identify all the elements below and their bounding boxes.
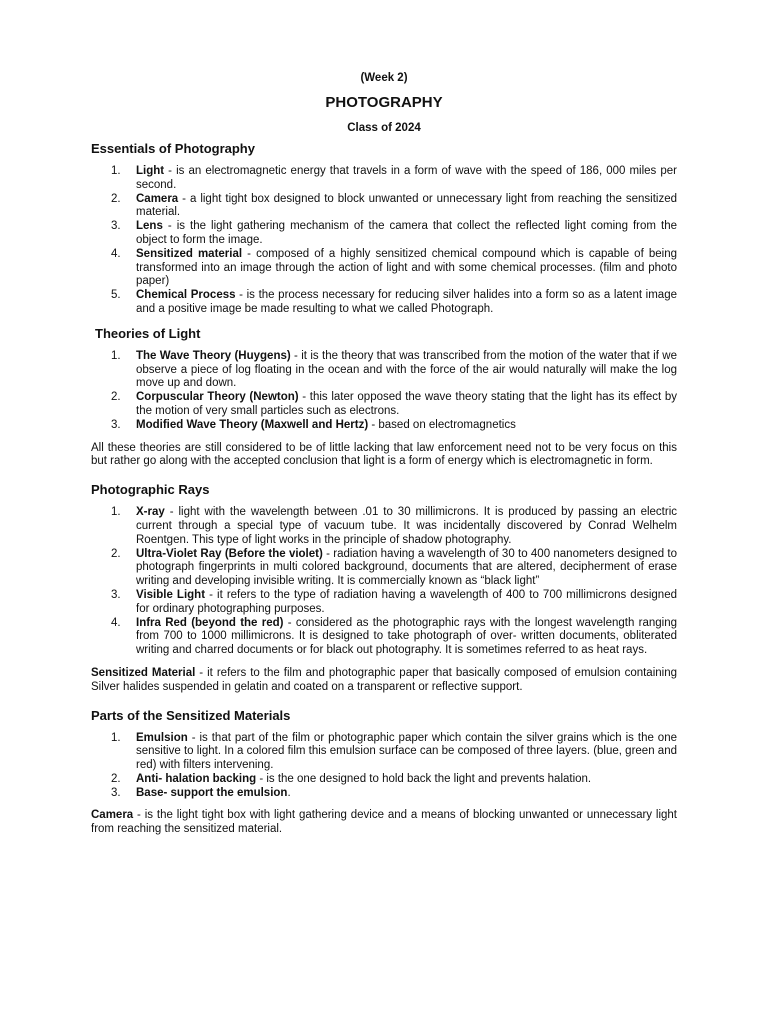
item-term: Lens	[136, 220, 163, 233]
list-item	[91, 506, 677, 547]
item-text: - radiation having a wavelength of 30 to 400 nanometers designed to photograph fingerprints in multi colored background, documents that are altered, decipherment of erase writing and developing invisible writing. It is commercially known as “black light”	[136, 547, 677, 588]
page-title: PHOTOGRAPHY	[325, 94, 443, 111]
list-item	[91, 732, 677, 773]
sensitized-material-paragraph	[91, 667, 677, 695]
item-term: Light	[136, 165, 165, 177]
item-number: 1.	[111, 731, 121, 744]
item-text: - it refers to the type of radiation having a wavelength of 400 to 700 millimicrons designed for ordinary photographing purposes.	[136, 588, 677, 615]
item-text: - considered as the photographic rays with the longest wavelength ranging from 700 to 1000 millimicrons. It is designed to take photograph of over- written documents, obliterated writing and charred documents or for black out photography. It is sometimes referred to as heat rays.	[136, 616, 677, 657]
item-number: 2.	[111, 391, 121, 404]
item-text: - is an electromagnetic energy that travels in a form of wave with the speed of 186, 000 miles per second.	[136, 165, 677, 191]
paragraph-text: - it refers to the film and photographic paper that basically composed of emulsion containing Silver halides suspended in gelatin and coated on a transparent or reflective support.	[91, 666, 677, 693]
document-body	[91, 141, 677, 837]
item-text: - light with the wavelength between .01 to 30 millimicrons. It is produced by passing an electric current through a special type of vacuum tube. It was incidentally discovered by Conrad Welhelm Roentgen. This type of light works in the principle of shadow photography.	[136, 506, 677, 546]
item-term: Emulsion	[136, 731, 188, 744]
item-term: Corpuscular Theory (Newton)	[136, 391, 299, 404]
rays-list	[91, 506, 677, 658]
theories-list	[91, 350, 677, 433]
item-number: 3.	[111, 786, 121, 799]
item-number: 2.	[111, 772, 121, 785]
list-item	[91, 391, 677, 419]
list-item	[91, 193, 677, 221]
item-text: .	[287, 786, 291, 799]
theories-paragraph: All these theories are still considered to be of little lacking that law enforcement need not to be very focus on this but rather go along with the accepted conclusion that light is a form of energy which is electromagnetic in form.	[91, 441, 677, 468]
item-number: 1.	[111, 165, 121, 177]
list-item	[91, 220, 677, 248]
item-text: - is the light gathering mechanism of the camera that collect the reflected light coming from the object to form the image.	[136, 220, 677, 246]
item-number: 3.	[111, 418, 121, 431]
list-item	[91, 773, 677, 787]
item-text: - is that part of the film or photographic paper which contain the silver grains which is the one sensitive to light. In a colored film this emulsion surface can be composed of three layers. (blue, green and red) with filters intervening.	[136, 731, 677, 772]
essentials-list	[91, 165, 677, 317]
item-number: 2.	[111, 192, 121, 205]
camera-paragraph	[91, 809, 677, 837]
item-term: Base- support the emulsion	[136, 786, 288, 799]
item-term: X-ray	[136, 506, 165, 519]
item-number: 1.	[111, 349, 121, 362]
item-text: - it is the theory that was transcribed from the motion of the water that if we observe a piece of log floating in the ocean and with the force of the air would naturally will make the log move up and down.	[136, 349, 677, 390]
item-term: Chemical Process	[136, 289, 236, 302]
item-term: Ultra-Violet Ray (Before the violet)	[136, 547, 323, 560]
item-term: Sensitized material	[136, 247, 243, 260]
item-number: 3.	[111, 220, 121, 233]
section-heading-rays: Photographic Rays	[91, 482, 210, 498]
list-item	[91, 350, 677, 391]
item-number: 5.	[111, 289, 121, 302]
item-text: - composed of a highly sensitized chemical compound which is capable of being transformed into an image through the action of light and with some chemical processes. (film and photo paper)	[136, 247, 677, 288]
item-term: Infra Red (beyond the red)	[136, 616, 284, 629]
item-text: - is the one designed to hold back the light and prevents halation.	[256, 772, 592, 785]
list-item	[91, 589, 677, 617]
item-term: The Wave Theory (Huygens)	[136, 349, 291, 362]
list-item	[91, 548, 677, 589]
item-number: 1.	[111, 506, 121, 519]
section-heading-essentials: Essentials of Photography	[91, 141, 255, 156]
item-term: Anti- halation backing	[136, 772, 257, 785]
paragraph-term: Sensitized Material	[91, 666, 196, 679]
paragraph-text: - is the light tight box with light gathering device and a means of blocking unwanted or unnecessary light from reaching the sensitized material.	[91, 809, 677, 836]
item-text: - based on electromagnetics	[368, 418, 516, 431]
paragraph-term: Camera	[91, 809, 134, 822]
list-item	[91, 419, 677, 433]
item-term: Modified Wave Theory (Maxwell and Hertz)	[136, 418, 369, 431]
week-label: (Week 2)	[360, 72, 408, 84]
item-term: Visible Light	[136, 588, 206, 601]
list-item	[91, 248, 677, 289]
parts-list	[91, 732, 677, 801]
list-item	[91, 617, 677, 658]
list-item	[91, 787, 677, 801]
item-number: 3.	[111, 588, 121, 601]
list-item	[91, 165, 677, 193]
item-number: 2.	[111, 547, 121, 560]
class-label: Class of 2024	[347, 122, 421, 134]
item-number: 4.	[111, 616, 121, 629]
section-heading-parts: Parts of the Sensitized Materials	[91, 707, 291, 723]
list-item	[91, 289, 677, 317]
section-heading-theories: Theories of Light	[95, 325, 201, 341]
item-number: 4.	[111, 247, 121, 260]
item-text: - a light tight box designed to block unwanted or unnecessary light from reaching the sensitized material.	[136, 192, 677, 219]
item-text: - this later opposed the wave theory stating that the light has its effect by the motion of very small particles such as electrons.	[136, 391, 677, 417]
item-term: Camera	[136, 192, 179, 205]
item-text: - is the process necessary for reducing silver halides into a form so as a latent image and a positive image be made resulting to what we called Photograph.	[136, 289, 677, 315]
